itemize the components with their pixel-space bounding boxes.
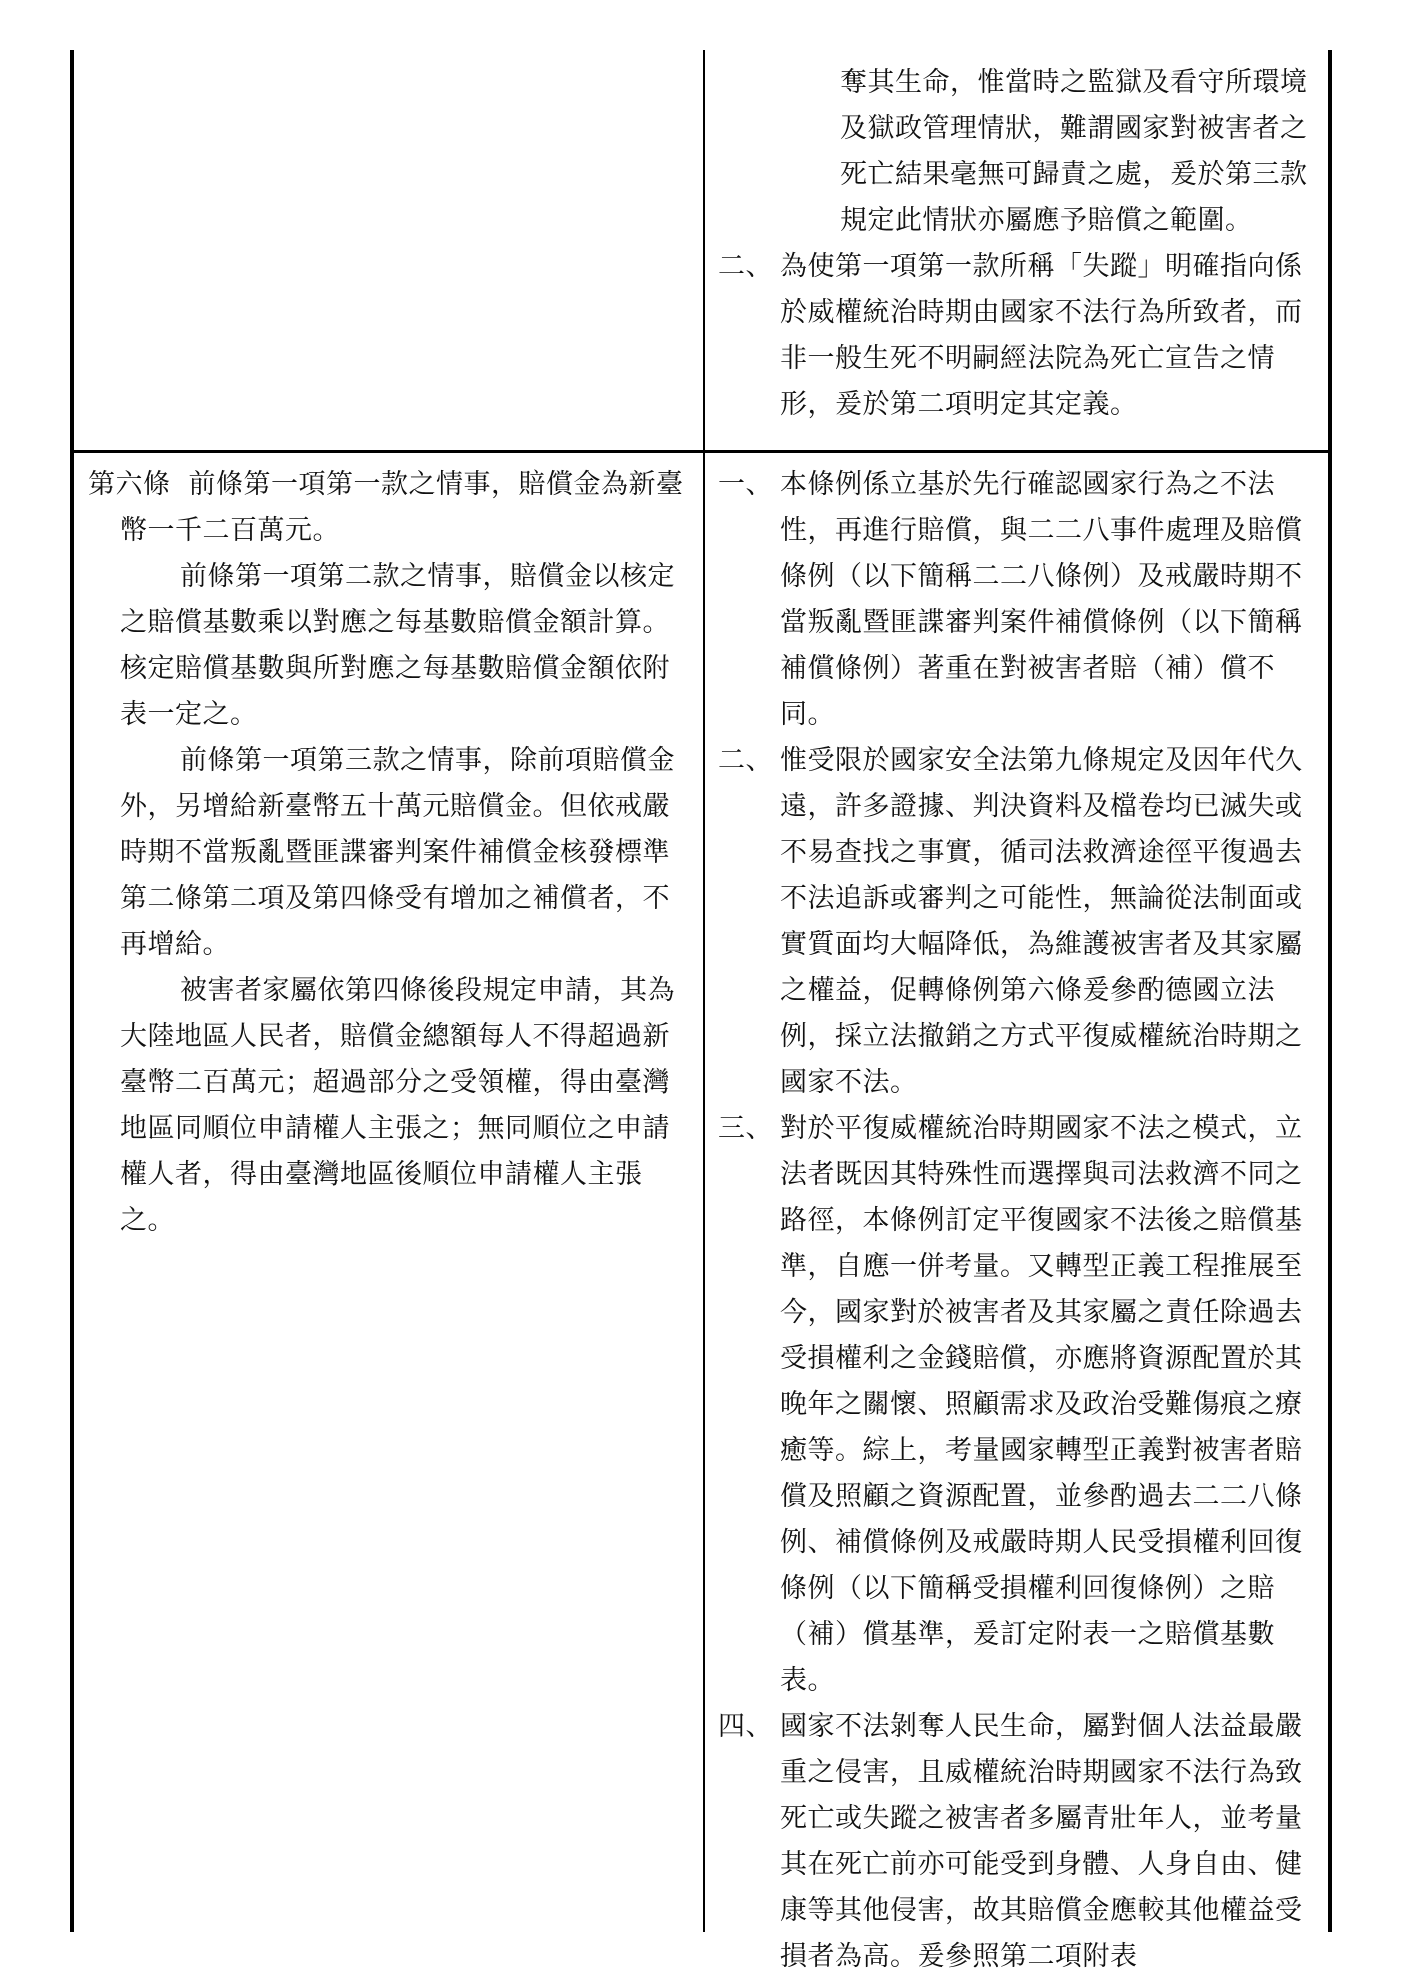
item-number: 一、 [718,469,773,500]
row2-explanation-cell [718,462,1318,1980]
item-text: 為使第一項第一款所稱「失蹤」明確指向係於威權統治時期由國家不法行為所致者，而非一般生死不明嗣經法院為死亡宣告之情形，爰於第二項明定其定義。 [780,251,1303,420]
item-text: 國家不法剝奪人民生命，屬對個人法益最嚴重之侵害，且威權統治時期國家不法行為致死亡或失蹤之被害者多屬青壯年人，並考量其在死亡前亦可能受到身體、人身自由、健康等其他侵害，故其賠償金應較其他權益受損者為高。爰參照第二項附表 [780,1711,1303,1972]
explanation-item [718,462,1318,738]
article-paragraph-1: 前條第一項第一款之情事，賠償金為新臺幣一千二百萬元。 [120,469,684,546]
item-number: 三、 [718,1113,773,1144]
table-left-border [70,50,74,1932]
article-text-cell [88,462,694,1244]
table-right-border [1328,50,1332,1932]
explanation-item [718,244,1318,428]
item-number: 二、 [718,745,773,776]
item-text: 本條例係立基於先行確認國家行為之不法性，再進行賠償，與二二八事件處理及賠償條例（以下簡稱二二八條例）及戒嚴時期不當叛亂暨匪諜審判案件補償條例（以下簡稱補償條例）著重在對被害者賠（補）償不同。 [780,469,1303,730]
item-number: 二、 [718,251,773,282]
explanation-item [718,1704,1318,1980]
article-number: 第六條 [88,469,171,500]
article-first-paragraph [88,462,694,554]
row1-explanation-cell [718,60,1318,428]
explanation-item [718,1106,1318,1704]
item-text: 惟受限於國家安全法第九條規定及因年代久遠，許多證據、判決資料及檔卷均已滅失或不易查找之事實，循司法救濟途徑平復過去不法追訴或審判之可能性，無論從法制面或實質面均大幅降低，為維護被害者及其家屬之權益，促轉條例第六條爰參酌德國立法例，採立法撤銷之方式平復威權統治時期之國家不法。 [780,745,1303,1098]
explanation-continuation: 奪其生命，惟當時之監獄及看守所環境及獄政管理情狀，難謂國家對被害者之死亡結果毫無可歸責之處，爰於第三款規定此情狀亦屬應予賠償之範圍。 [840,67,1308,236]
article-paragraph-4: 被害者家屬依第四條後段規定申請，其為大陸地區人民者，賠償金總額每人不得超過新臺幣二百萬元；超過部分之受領權，得由臺灣地區同順位申請權人主張之；無同順位之申請權人者，得由臺灣地區後順位申請權人主張之。 [120,975,675,1236]
table-column-divider [703,50,705,1932]
article-paragraph-3: 前條第一項第三款之情事，除前項賠償金外，另增給新臺幣五十萬元賠償金。但依戒嚴時期不當叛亂暨匪諜審判案件補償金核發標準第二條第二項及第四條受有增加之補償者，不再增給。 [120,745,675,960]
table-row-divider [70,450,1332,453]
item-text: 對於平復威權統治時期國家不法之模式，立法者既因其特殊性而選擇與司法救濟不同之路徑，本條例訂定平復國家不法後之賠償基準，自應一併考量。又轉型正義工程推展至今，國家對於被害者及其家屬之責任除過去受損權利之金錢賠償，亦應將資源配置於其晚年之關懷、照顧需求及政治受難傷痕之療癒等。綜上，考量國家轉型正義對被害者賠償及照顧之資源配置，並參酌過去二二八條例、補償條例及戒嚴時期人民受損權利回復條例（以下簡稱受損權利回復條例）之賠（補）償基準，爰訂定附表一之賠償基數表。 [780,1113,1303,1696]
article-paragraph-2: 前條第一項第二款之情事，賠償金以核定之賠償基數乘以對應之每基數賠償金額計算。核定賠償基數與所對應之每基數賠償金額依附表一定之。 [120,561,675,730]
item-number: 四、 [718,1711,773,1742]
explanation-item [718,738,1318,1106]
